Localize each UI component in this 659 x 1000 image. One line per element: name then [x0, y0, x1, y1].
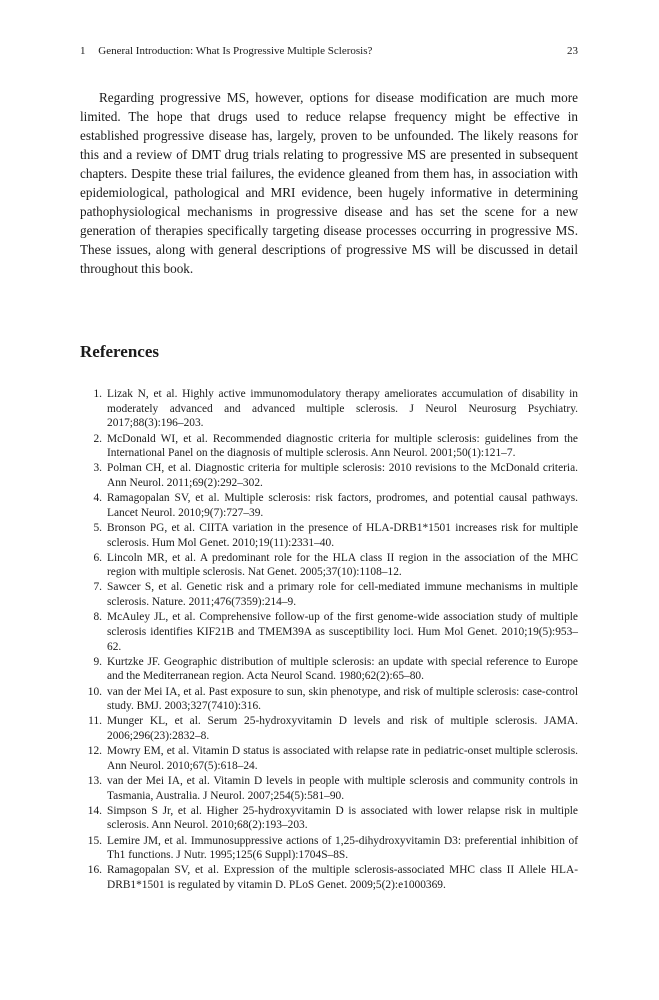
reference-item — [80, 714, 578, 743]
reference-number: 4. — [93, 492, 102, 505]
reference-text: McAuley JL, et al. Comprehensive follow-up of the first genome-wide association study of multiple sclerosis identifies KIF21B and TMEM39A as susceptibility loci. Hum Mol Genet. 2010;19(5):953–62. — [107, 611, 578, 653]
reference-item — [80, 804, 578, 833]
body-paragraph: Regarding progressive MS, however, options for disease modification are much more limited. The hope that drugs used to reduce relapse frequency might be effective in established progressive disease has, largely, proven to be unfounded. The likely reasons for this and a review of DMT drug trials relating to progressive MS are presented in subsequent chapters. Despite these trial failures, the evidence gleaned from them has, in association with epidemiological, pathological and MRI evidence, been hugely informative in determining pathophysiological mechanisms in progressive disease and has set the scene for a new generation of therapies specifically targeting disease processes occurring in progressive MS. These issues, along with general descriptions of progressive MS will be discussed in detail throughout this book. — [80, 90, 578, 276]
reference-item — [80, 774, 578, 803]
running-head — [80, 44, 578, 58]
reference-number: 15. — [87, 834, 102, 847]
reference-item — [80, 521, 578, 550]
reference-item — [80, 491, 578, 520]
reference-number: 2. — [93, 432, 102, 445]
chapter-title: General Introduction: What Is Progressive Multiple Sclerosis? — [98, 45, 373, 57]
reference-number: 10. — [87, 685, 102, 698]
reference-item — [80, 610, 578, 654]
running-head-chapter — [80, 44, 372, 58]
reference-item — [80, 387, 578, 431]
reference-text: Ramagopalan SV, et al. Multiple sclerosis: risk factors, prodromes, and potential causal pathways. Lancet Neurol. 2010;9(7):727–39. — [107, 492, 578, 519]
reference-number: 3. — [93, 462, 102, 475]
reference-number: 8. — [93, 611, 102, 624]
reference-text: Sawcer S, et al. Genetic risk and a primary role for cell-mediated immune mechanisms in multiple sclerosis. Nature. 2011;476(7359):214–9. — [107, 581, 578, 609]
reference-text: Kurtzke JF. Geographic distribution of multiple sclerosis: an update with special reference to Europe and the Mediterranean region. Acta Neurol Scand. 1980;62(2):65–80. — [107, 655, 578, 683]
reference-text: Lincoln MR, et al. A predominant role for the HLA class II region in the association of the MHC region with multiple sclerosis. Nat Genet. 2005;37(10):1108–12. — [107, 551, 578, 579]
references-heading: References — [80, 342, 159, 361]
reference-text: Munger KL, et al. Serum 25-hydroxyvitamin D levels and risk of multiple sclerosis. JAMA. 2006;296(23):2832–8. — [107, 715, 578, 743]
reference-text: Lemire JM, et al. Immunosuppressive actions of 1,25-dihydroxyvitamin D3: preferential inhibition of Th1 functions. J Nutr. 1995;125(6 Suppl):1704S–8S. — [107, 834, 578, 862]
reference-item — [80, 461, 578, 490]
reference-text: Bronson PG, et al. CIITA variation in the presence of HLA-DRB1*1501 increases risk for multiple sclerosis. Hum Mol Genet. 2010;19(11):2331–40. — [107, 521, 578, 549]
reference-text: Lizak N, et al. Highly active immunomodulatory therapy ameliorates accumulation of disability in moderately advanced and advanced multiple sclerosis. J Neurol Neurosurg Psychiatry. 2017;88(3):196–203. — [107, 388, 578, 430]
reference-list — [80, 387, 578, 893]
reference-item — [80, 655, 578, 684]
reference-number: 9. — [93, 655, 102, 668]
reference-text: McDonald WI, et al. Recommended diagnostic criteria for multiple sclerosis: guidelines from the International Panel on the diagnosis of multiple sclerosis. Ann Neurol. 2001;50(1):121–7. — [107, 432, 578, 460]
reference-number: 1. — [93, 388, 102, 400]
reference-item — [80, 580, 578, 609]
reference-number: 11. — [88, 715, 102, 728]
reference-number: 14. — [87, 804, 102, 817]
reference-number: 7. — [93, 581, 102, 594]
reference-number: 13. — [87, 774, 102, 787]
reference-number: 12. — [87, 745, 102, 758]
reference-item — [80, 551, 578, 580]
reference-text: Ramagopalan SV, et al. Expression of the multiple sclerosis-associated MHC class II Allele HLA-DRB1*1501 is regulated by vitamin D. PLoS Genet. 2009;5(2):e1000369. — [107, 864, 578, 892]
chapter-number: 1 — [80, 45, 86, 57]
page-number: 23 — [567, 45, 578, 57]
reference-number: 6. — [93, 551, 102, 564]
reference-text: Polman CH, et al. Diagnostic criteria for multiple sclerosis: 2010 revisions to the McDonald criteria. Ann Neurol. 2011;69(2):292–302. — [107, 462, 578, 489]
reference-item — [80, 685, 578, 714]
reference-item — [80, 834, 578, 863]
reference-number: 5. — [93, 521, 102, 534]
reference-text: Mowry EM, et al. Vitamin D status is associated with relapse rate in pediatric-onset multiple sclerosis. Ann Neurol. 2010;67(5):618–24. — [107, 745, 578, 772]
reference-item — [80, 432, 578, 461]
reference-text: van der Mei IA, et al. Vitamin D levels in people with multiple sclerosis and community controls in Tasmania, Australia. J Neurol. 2007;254(5):581–90. — [107, 774, 578, 802]
reference-number: 16. — [87, 864, 102, 877]
reference-item — [80, 863, 578, 892]
reference-item — [80, 744, 578, 773]
reference-text: Simpson S Jr, et al. Higher 25-hydroxyvitamin D is associated with lower relapse risk in multiple sclerosis. Ann Neurol. 2010;68(2):193–203. — [107, 804, 578, 832]
reference-text: van der Mei IA, et al. Past exposure to sun, skin phenotype, and risk of multiple sclerosis: case-control study. BMJ. 2003;327(7410):316. — [107, 685, 578, 713]
